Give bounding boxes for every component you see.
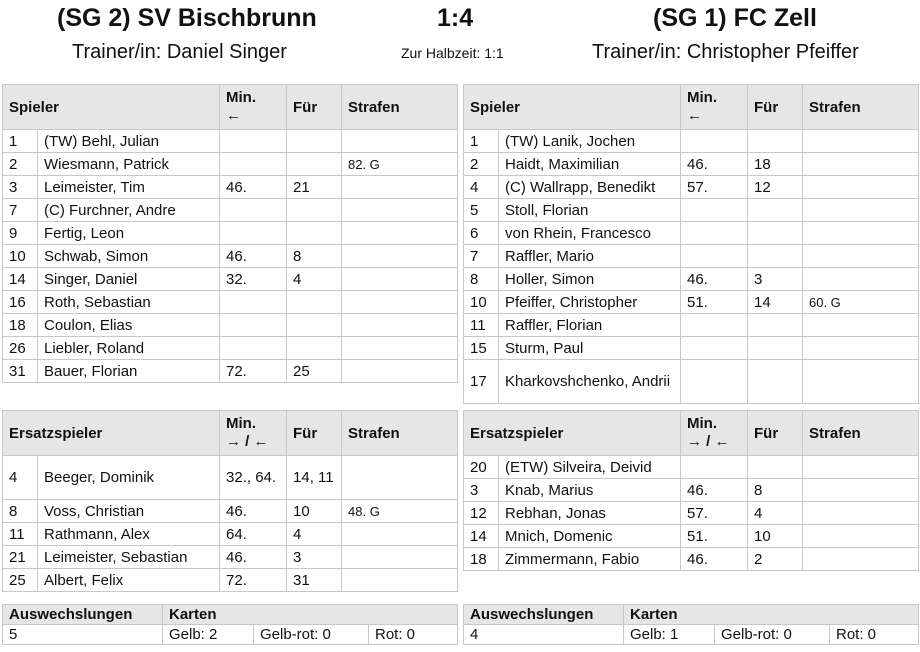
player-name: Leimeister, Tim — [38, 176, 220, 199]
column-header-for-line1: Für — [754, 98, 779, 116]
minute: 46. — [681, 548, 748, 571]
shirt-number: 21 — [3, 546, 38, 569]
player-name: Raffler, Mario — [499, 245, 681, 268]
column-header-name — [464, 85, 681, 130]
minute — [681, 360, 748, 404]
penalty — [342, 245, 458, 268]
penalty: 82. G — [342, 153, 458, 176]
shirt-number: 3 — [3, 176, 38, 199]
penalty — [342, 199, 458, 222]
column-header-minute-line2: → / ← — [226, 433, 269, 450]
player-name: (ETW) Silveira, Deivid — [499, 456, 681, 479]
header-row — [3, 411, 458, 456]
shirt-number: 16 — [3, 291, 38, 314]
table-row — [464, 502, 919, 525]
column-header-penalties — [803, 411, 919, 456]
shirt-number: 6 — [464, 222, 499, 245]
minute: 32., 64. — [220, 456, 287, 500]
replaced-player-number — [287, 291, 342, 314]
table-row — [3, 314, 458, 337]
minute — [220, 130, 287, 153]
penalty — [803, 479, 919, 502]
table-row — [3, 337, 458, 360]
shirt-number: 17 — [464, 360, 499, 404]
minute: 57. — [681, 176, 748, 199]
table-row — [3, 222, 458, 245]
minute — [681, 245, 748, 268]
replaced-player-number: 14, 11 — [287, 456, 342, 500]
penalty — [342, 130, 458, 153]
minute — [681, 199, 748, 222]
column-header-name-line1: Spieler — [470, 98, 521, 116]
minute: 46. — [681, 268, 748, 291]
minute — [681, 456, 748, 479]
home-players-table — [2, 84, 458, 383]
penalty: 60. G — [803, 291, 919, 314]
column-header-penalties — [342, 411, 458, 456]
shirt-number: 11 — [3, 523, 38, 546]
shirt-number: 1 — [3, 130, 38, 153]
shirt-number: 9 — [3, 222, 38, 245]
replaced-player-number: 3 — [287, 546, 342, 569]
halftime-score: Zur Halbzeit: 1:1 — [401, 45, 504, 61]
table-row — [464, 291, 919, 314]
shirt-number: 7 — [464, 245, 499, 268]
minute: 51. — [681, 291, 748, 314]
shirt-number: 10 — [3, 245, 38, 268]
table-row — [3, 291, 458, 314]
penalty — [803, 548, 919, 571]
minute: 72. — [220, 569, 287, 592]
substitutions-count: 5 — [3, 625, 163, 645]
red-cards: Rot: 0 — [369, 625, 458, 645]
column-header-penalties-line1: Strafen — [348, 98, 400, 116]
replaced-player-number — [287, 337, 342, 360]
column-header-for — [287, 411, 342, 456]
penalty — [342, 523, 458, 546]
replaced-player-number: 2 — [748, 548, 803, 571]
replaced-player-number: 4 — [287, 523, 342, 546]
minute: 46. — [220, 176, 287, 199]
minute — [220, 314, 287, 337]
minute: 46. — [220, 546, 287, 569]
shirt-number: 1 — [464, 130, 499, 153]
shirt-number: 25 — [3, 569, 38, 592]
shirt-number: 14 — [3, 268, 38, 291]
column-header-minute-line1: Min. — [226, 415, 257, 432]
minute: 72. — [220, 360, 287, 383]
shirt-number: 7 — [3, 199, 38, 222]
penalty — [803, 360, 919, 404]
table-row — [3, 245, 458, 268]
replaced-player-number: 8 — [287, 245, 342, 268]
table-row — [464, 456, 919, 479]
substitutions-header: Auswechslungen — [3, 605, 163, 625]
shirt-number: 12 — [464, 502, 499, 525]
player-name: Schwab, Simon — [38, 245, 220, 268]
home-subs-table — [2, 410, 458, 592]
table-row — [464, 479, 919, 502]
player-name: Knab, Marius — [499, 479, 681, 502]
away-team-name: (SG 1) FC Zell — [653, 4, 817, 32]
column-header-minute — [220, 85, 287, 130]
table-row — [464, 222, 919, 245]
penalty — [342, 314, 458, 337]
table-row — [464, 176, 919, 199]
column-header-minute — [681, 411, 748, 456]
player-name: Albert, Felix — [38, 569, 220, 592]
replaced-player-number — [287, 153, 342, 176]
replaced-player-number — [748, 456, 803, 479]
penalty — [803, 130, 919, 153]
final-score: 1:4 — [437, 4, 474, 32]
penalty — [803, 176, 919, 199]
minute: 64. — [220, 523, 287, 546]
column-header-for-line1: Für — [293, 424, 318, 442]
table-row — [464, 199, 919, 222]
table-row — [3, 176, 458, 199]
yellow-cards: Gelb: 1 — [624, 625, 715, 645]
penalty — [342, 546, 458, 569]
yellow-red-cards: Gelb-rot: 0 — [715, 625, 830, 645]
substitutions-count: 4 — [464, 625, 624, 645]
player-name: von Rhein, Francesco — [499, 222, 681, 245]
penalty — [803, 153, 919, 176]
player-name: Roth, Sebastian — [38, 291, 220, 314]
column-header-minute-line1: Min. — [687, 415, 718, 432]
home-coach: Trainer/in: Daniel Singer — [72, 41, 287, 63]
shirt-number: 20 — [464, 456, 499, 479]
replaced-player-number: 31 — [287, 569, 342, 592]
penalty — [803, 502, 919, 525]
replaced-player-number — [287, 199, 342, 222]
player-name: Stoll, Florian — [499, 199, 681, 222]
player-name: Coulon, Elias — [38, 314, 220, 337]
column-header-minute-line1: Min. — [687, 89, 717, 106]
shirt-number: 18 — [3, 314, 38, 337]
player-name: Leimeister, Sebastian — [38, 546, 220, 569]
player-name: Pfeiffer, Christopher — [499, 291, 681, 314]
header-row — [464, 411, 919, 456]
player-name: (C) Furchner, Andre — [38, 199, 220, 222]
shirt-number: 4 — [3, 456, 38, 500]
replaced-player-number — [287, 222, 342, 245]
player-name: Kharkovshchenko, Andrii — [499, 360, 681, 404]
column-header-for — [748, 85, 803, 130]
column-header-for-line1: Für — [293, 98, 318, 116]
minute — [220, 222, 287, 245]
column-header-for — [748, 411, 803, 456]
table-row — [464, 337, 919, 360]
column-header-penalties-line1: Strafen — [809, 98, 861, 116]
player-name: Zimmermann, Fabio — [499, 548, 681, 571]
penalty — [342, 291, 458, 314]
column-header-minute — [681, 85, 748, 130]
minute: 46. — [220, 500, 287, 523]
minute — [220, 153, 287, 176]
shirt-number: 11 — [464, 314, 499, 337]
column-header-minute-line2: → / ← — [687, 433, 730, 450]
replaced-player-number — [748, 314, 803, 337]
replaced-player-number: 21 — [287, 176, 342, 199]
minute: 51. — [681, 525, 748, 548]
replaced-player-number: 25 — [287, 360, 342, 383]
player-name: Bauer, Florian — [38, 360, 220, 383]
table-row — [3, 569, 458, 592]
replaced-player-number — [748, 222, 803, 245]
player-name: (TW) Behl, Julian — [38, 130, 220, 153]
shirt-number: 2 — [464, 153, 499, 176]
column-header-penalties-line1: Strafen — [809, 424, 861, 442]
shirt-number: 8 — [3, 500, 38, 523]
minute — [681, 222, 748, 245]
table-row — [464, 525, 919, 548]
minute: 46. — [681, 153, 748, 176]
minute: 46. — [681, 479, 748, 502]
column-header-name-line1: Ersatzspieler — [9, 424, 103, 442]
replaced-player-number: 4 — [287, 268, 342, 291]
shirt-number: 31 — [3, 360, 38, 383]
replaced-player-number: 10 — [748, 525, 803, 548]
table-row — [464, 268, 919, 291]
penalty — [342, 360, 458, 383]
replaced-player-number: 14 — [748, 291, 803, 314]
column-header-for — [287, 85, 342, 130]
penalty — [342, 268, 458, 291]
column-header-name-line1: Ersatzspieler — [470, 424, 564, 442]
shirt-number: 26 — [3, 337, 38, 360]
table-row — [3, 153, 458, 176]
minute — [681, 314, 748, 337]
penalty — [803, 314, 919, 337]
cards-header: Karten — [163, 605, 458, 625]
player-name: Fertig, Leon — [38, 222, 220, 245]
shirt-number: 18 — [464, 548, 499, 571]
table-row — [3, 199, 458, 222]
shirt-number: 3 — [464, 479, 499, 502]
column-header-name-line1: Spieler — [9, 98, 60, 116]
table-row — [3, 456, 458, 500]
penalty — [803, 222, 919, 245]
replaced-player-number — [748, 337, 803, 360]
replaced-player-number — [748, 199, 803, 222]
shirt-number: 14 — [464, 525, 499, 548]
shirt-number: 10 — [464, 291, 499, 314]
penalty — [803, 199, 919, 222]
yellow-cards: Gelb: 2 — [163, 625, 254, 645]
replaced-player-number — [748, 245, 803, 268]
replaced-player-number — [748, 130, 803, 153]
player-name: Holler, Simon — [499, 268, 681, 291]
minute — [220, 291, 287, 314]
shirt-number: 2 — [3, 153, 38, 176]
replaced-player-number — [287, 130, 342, 153]
column-header-name — [3, 411, 220, 456]
penalty — [803, 456, 919, 479]
penalty — [342, 337, 458, 360]
yellow-red-cards: Gelb-rot: 0 — [254, 625, 369, 645]
penalty — [803, 268, 919, 291]
minute: 46. — [220, 245, 287, 268]
shirt-number: 15 — [464, 337, 499, 360]
table-row — [464, 245, 919, 268]
header-row — [3, 85, 458, 130]
away-subs-table — [463, 410, 919, 571]
replaced-player-number: 12 — [748, 176, 803, 199]
column-header-minute-line2: ← — [687, 107, 702, 124]
column-header-penalties — [342, 85, 458, 130]
header-row — [464, 85, 919, 130]
replaced-player-number: 3 — [748, 268, 803, 291]
penalty: 48. G — [342, 500, 458, 523]
minute: 32. — [220, 268, 287, 291]
away-summary-table — [463, 604, 919, 645]
table-row — [3, 500, 458, 523]
replaced-player-number: 4 — [748, 502, 803, 525]
player-name: (C) Wallrapp, Benedikt — [499, 176, 681, 199]
column-header-name — [464, 411, 681, 456]
table-row — [3, 523, 458, 546]
home-summary-table — [2, 604, 458, 645]
replaced-player-number — [748, 360, 803, 404]
player-name: Rebhan, Jonas — [499, 502, 681, 525]
column-header-minute-line1: Min. — [226, 89, 256, 106]
table-row — [464, 314, 919, 337]
column-header-minute-line2: ← — [226, 107, 241, 124]
player-name: Beeger, Dominik — [38, 456, 220, 500]
replaced-player-number: 18 — [748, 153, 803, 176]
table-row — [3, 130, 458, 153]
penalty — [342, 569, 458, 592]
replaced-player-number: 10 — [287, 500, 342, 523]
cards-header: Karten — [624, 605, 919, 625]
red-cards: Rot: 0 — [830, 625, 919, 645]
minute — [220, 199, 287, 222]
replaced-player-number: 8 — [748, 479, 803, 502]
column-header-name — [3, 85, 220, 130]
player-name: Mnich, Domenic — [499, 525, 681, 548]
minute: 57. — [681, 502, 748, 525]
minute — [681, 130, 748, 153]
player-name: Liebler, Roland — [38, 337, 220, 360]
away-players-table — [463, 84, 919, 404]
penalty — [342, 176, 458, 199]
table-row — [3, 360, 458, 383]
minute — [220, 337, 287, 360]
table-row — [464, 360, 919, 404]
column-header-penalties — [803, 85, 919, 130]
minute — [681, 337, 748, 360]
penalty — [342, 222, 458, 245]
player-name: Sturm, Paul — [499, 337, 681, 360]
shirt-number: 8 — [464, 268, 499, 291]
away-coach: Trainer/in: Christopher Pfeiffer — [592, 41, 859, 63]
replaced-player-number — [287, 314, 342, 337]
player-name: (TW) Lanik, Jochen — [499, 130, 681, 153]
column-header-penalties-line1: Strafen — [348, 424, 400, 442]
column-header-minute — [220, 411, 287, 456]
player-name: Wiesmann, Patrick — [38, 153, 220, 176]
column-header-for-line1: Für — [754, 424, 779, 442]
table-row — [3, 546, 458, 569]
shirt-number: 4 — [464, 176, 499, 199]
substitutions-header: Auswechslungen — [464, 605, 624, 625]
table-row — [464, 548, 919, 571]
player-name: Singer, Daniel — [38, 268, 220, 291]
player-name: Raffler, Florian — [499, 314, 681, 337]
penalty — [803, 245, 919, 268]
player-name: Haidt, Maximilian — [499, 153, 681, 176]
player-name: Rathmann, Alex — [38, 523, 220, 546]
penalty — [342, 456, 458, 500]
penalty — [803, 525, 919, 548]
table-row — [464, 153, 919, 176]
home-team-name: (SG 2) SV Bischbrunn — [57, 4, 317, 32]
penalty — [803, 337, 919, 360]
table-row — [464, 130, 919, 153]
table-row — [3, 268, 458, 291]
shirt-number: 5 — [464, 199, 499, 222]
player-name: Voss, Christian — [38, 500, 220, 523]
